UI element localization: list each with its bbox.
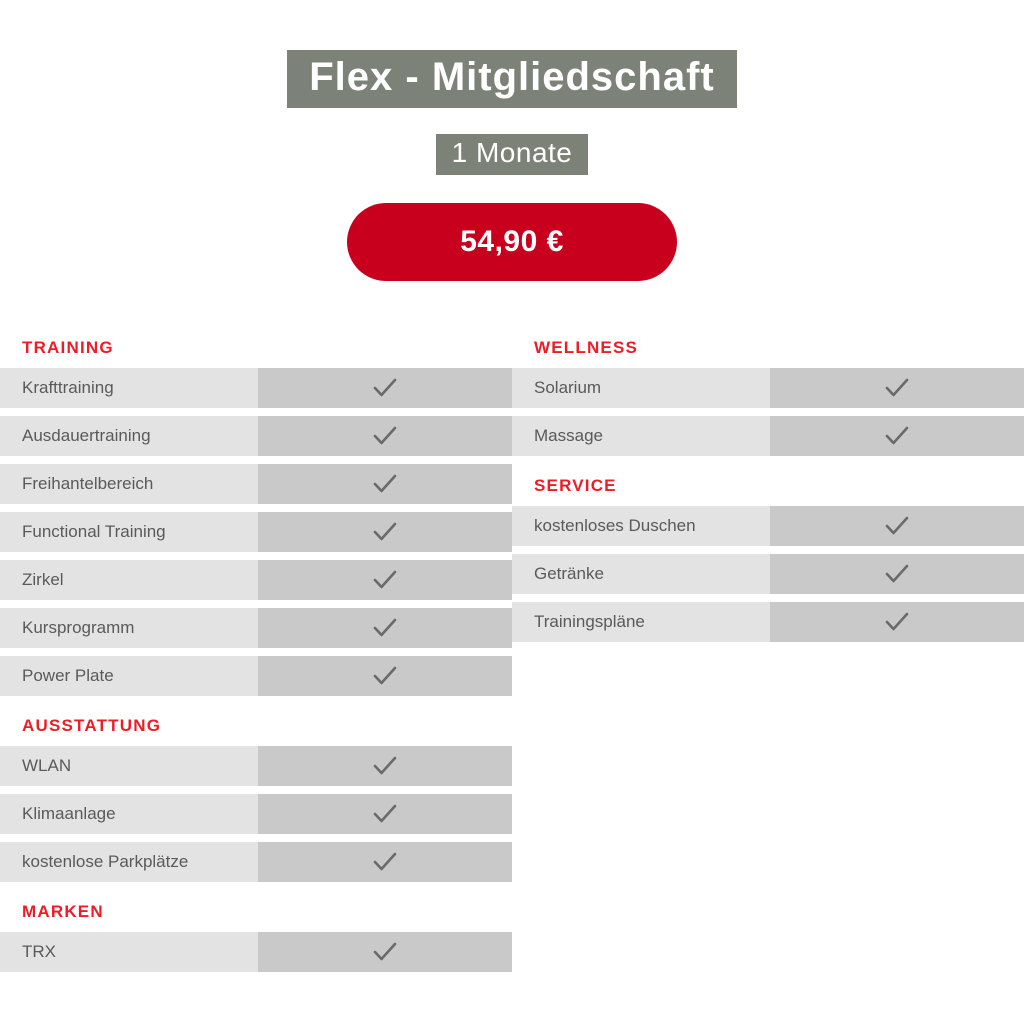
duration-badge-wrap <box>0 134 1024 175</box>
check-icon <box>372 663 398 689</box>
price-badge-wrap <box>0 203 1024 281</box>
table-row <box>0 464 512 504</box>
feature-label: Kursprogramm <box>0 608 258 648</box>
page-title: Flex - Mitgliedschaft <box>287 50 737 108</box>
duration-badge: 1 Monate <box>436 134 589 175</box>
table-row <box>0 656 512 696</box>
feature-rows <box>0 746 512 882</box>
feature-label: Getränke <box>512 554 770 594</box>
check-icon <box>372 567 398 593</box>
feature-label: TRX <box>0 932 258 972</box>
section-title: MARKEN <box>22 902 104 921</box>
features-column-right <box>512 326 1024 650</box>
feature-included-cell <box>258 416 512 456</box>
feature-section <box>0 890 512 972</box>
check-icon <box>372 849 398 875</box>
feature-label: Krafttraining <box>0 368 258 408</box>
table-row <box>0 416 512 456</box>
check-icon <box>372 615 398 641</box>
table-row <box>0 368 512 408</box>
section-title: TRAINING <box>22 338 114 357</box>
feature-section <box>512 464 1024 642</box>
table-row <box>0 512 512 552</box>
feature-included-cell <box>258 608 512 648</box>
features-column-left <box>0 326 512 980</box>
check-icon <box>372 519 398 545</box>
feature-label: Trainingspläne <box>512 602 770 642</box>
feature-label: Klimaanlage <box>0 794 258 834</box>
table-row <box>0 842 512 882</box>
check-icon <box>884 513 910 539</box>
feature-included-cell <box>258 842 512 882</box>
feature-included-cell <box>770 602 1024 642</box>
feature-included-cell <box>258 794 512 834</box>
feature-label: kostenloses Duschen <box>512 506 770 546</box>
feature-rows <box>512 368 1024 456</box>
table-row <box>0 932 512 972</box>
feature-included-cell <box>770 506 1024 546</box>
check-icon <box>884 375 910 401</box>
feature-label: Power Plate <box>0 656 258 696</box>
table-row <box>512 602 1024 642</box>
section-title: WELLNESS <box>534 338 639 357</box>
check-icon <box>372 375 398 401</box>
table-row <box>512 416 1024 456</box>
feature-included-cell <box>258 368 512 408</box>
feature-label: WLAN <box>0 746 258 786</box>
table-row <box>512 554 1024 594</box>
feature-included-cell <box>258 464 512 504</box>
feature-label: Massage <box>512 416 770 456</box>
check-icon <box>372 939 398 965</box>
check-icon <box>372 471 398 497</box>
feature-included-cell <box>258 656 512 696</box>
feature-included-cell <box>770 416 1024 456</box>
feature-label: Ausdauertraining <box>0 416 258 456</box>
check-icon <box>884 423 910 449</box>
table-row <box>0 794 512 834</box>
table-row <box>512 506 1024 546</box>
table-row <box>0 746 512 786</box>
check-icon <box>372 801 398 827</box>
feature-included-cell <box>258 560 512 600</box>
section-title: AUSSTATTUNG <box>22 716 162 735</box>
header <box>0 0 1024 108</box>
feature-section <box>0 326 512 696</box>
feature-label: Zirkel <box>0 560 258 600</box>
feature-included-cell <box>770 554 1024 594</box>
feature-label: Functional Training <box>0 512 258 552</box>
table-row <box>0 608 512 648</box>
section-title: SERVICE <box>534 476 617 495</box>
feature-rows <box>512 506 1024 642</box>
feature-label: Freihantelbereich <box>0 464 258 504</box>
feature-label: Solarium <box>512 368 770 408</box>
price-badge: 54,90 € <box>347 203 677 281</box>
check-icon <box>372 753 398 779</box>
feature-section <box>0 704 512 882</box>
feature-included-cell <box>258 746 512 786</box>
feature-section <box>512 326 1024 456</box>
feature-included-cell <box>770 368 1024 408</box>
table-row <box>0 560 512 600</box>
feature-rows <box>0 368 512 696</box>
feature-label: kostenlose Parkplätze <box>0 842 258 882</box>
feature-included-cell <box>258 512 512 552</box>
check-icon <box>372 423 398 449</box>
check-icon <box>884 609 910 635</box>
feature-included-cell <box>258 932 512 972</box>
check-icon <box>884 561 910 587</box>
table-row <box>512 368 1024 408</box>
feature-rows <box>0 932 512 972</box>
